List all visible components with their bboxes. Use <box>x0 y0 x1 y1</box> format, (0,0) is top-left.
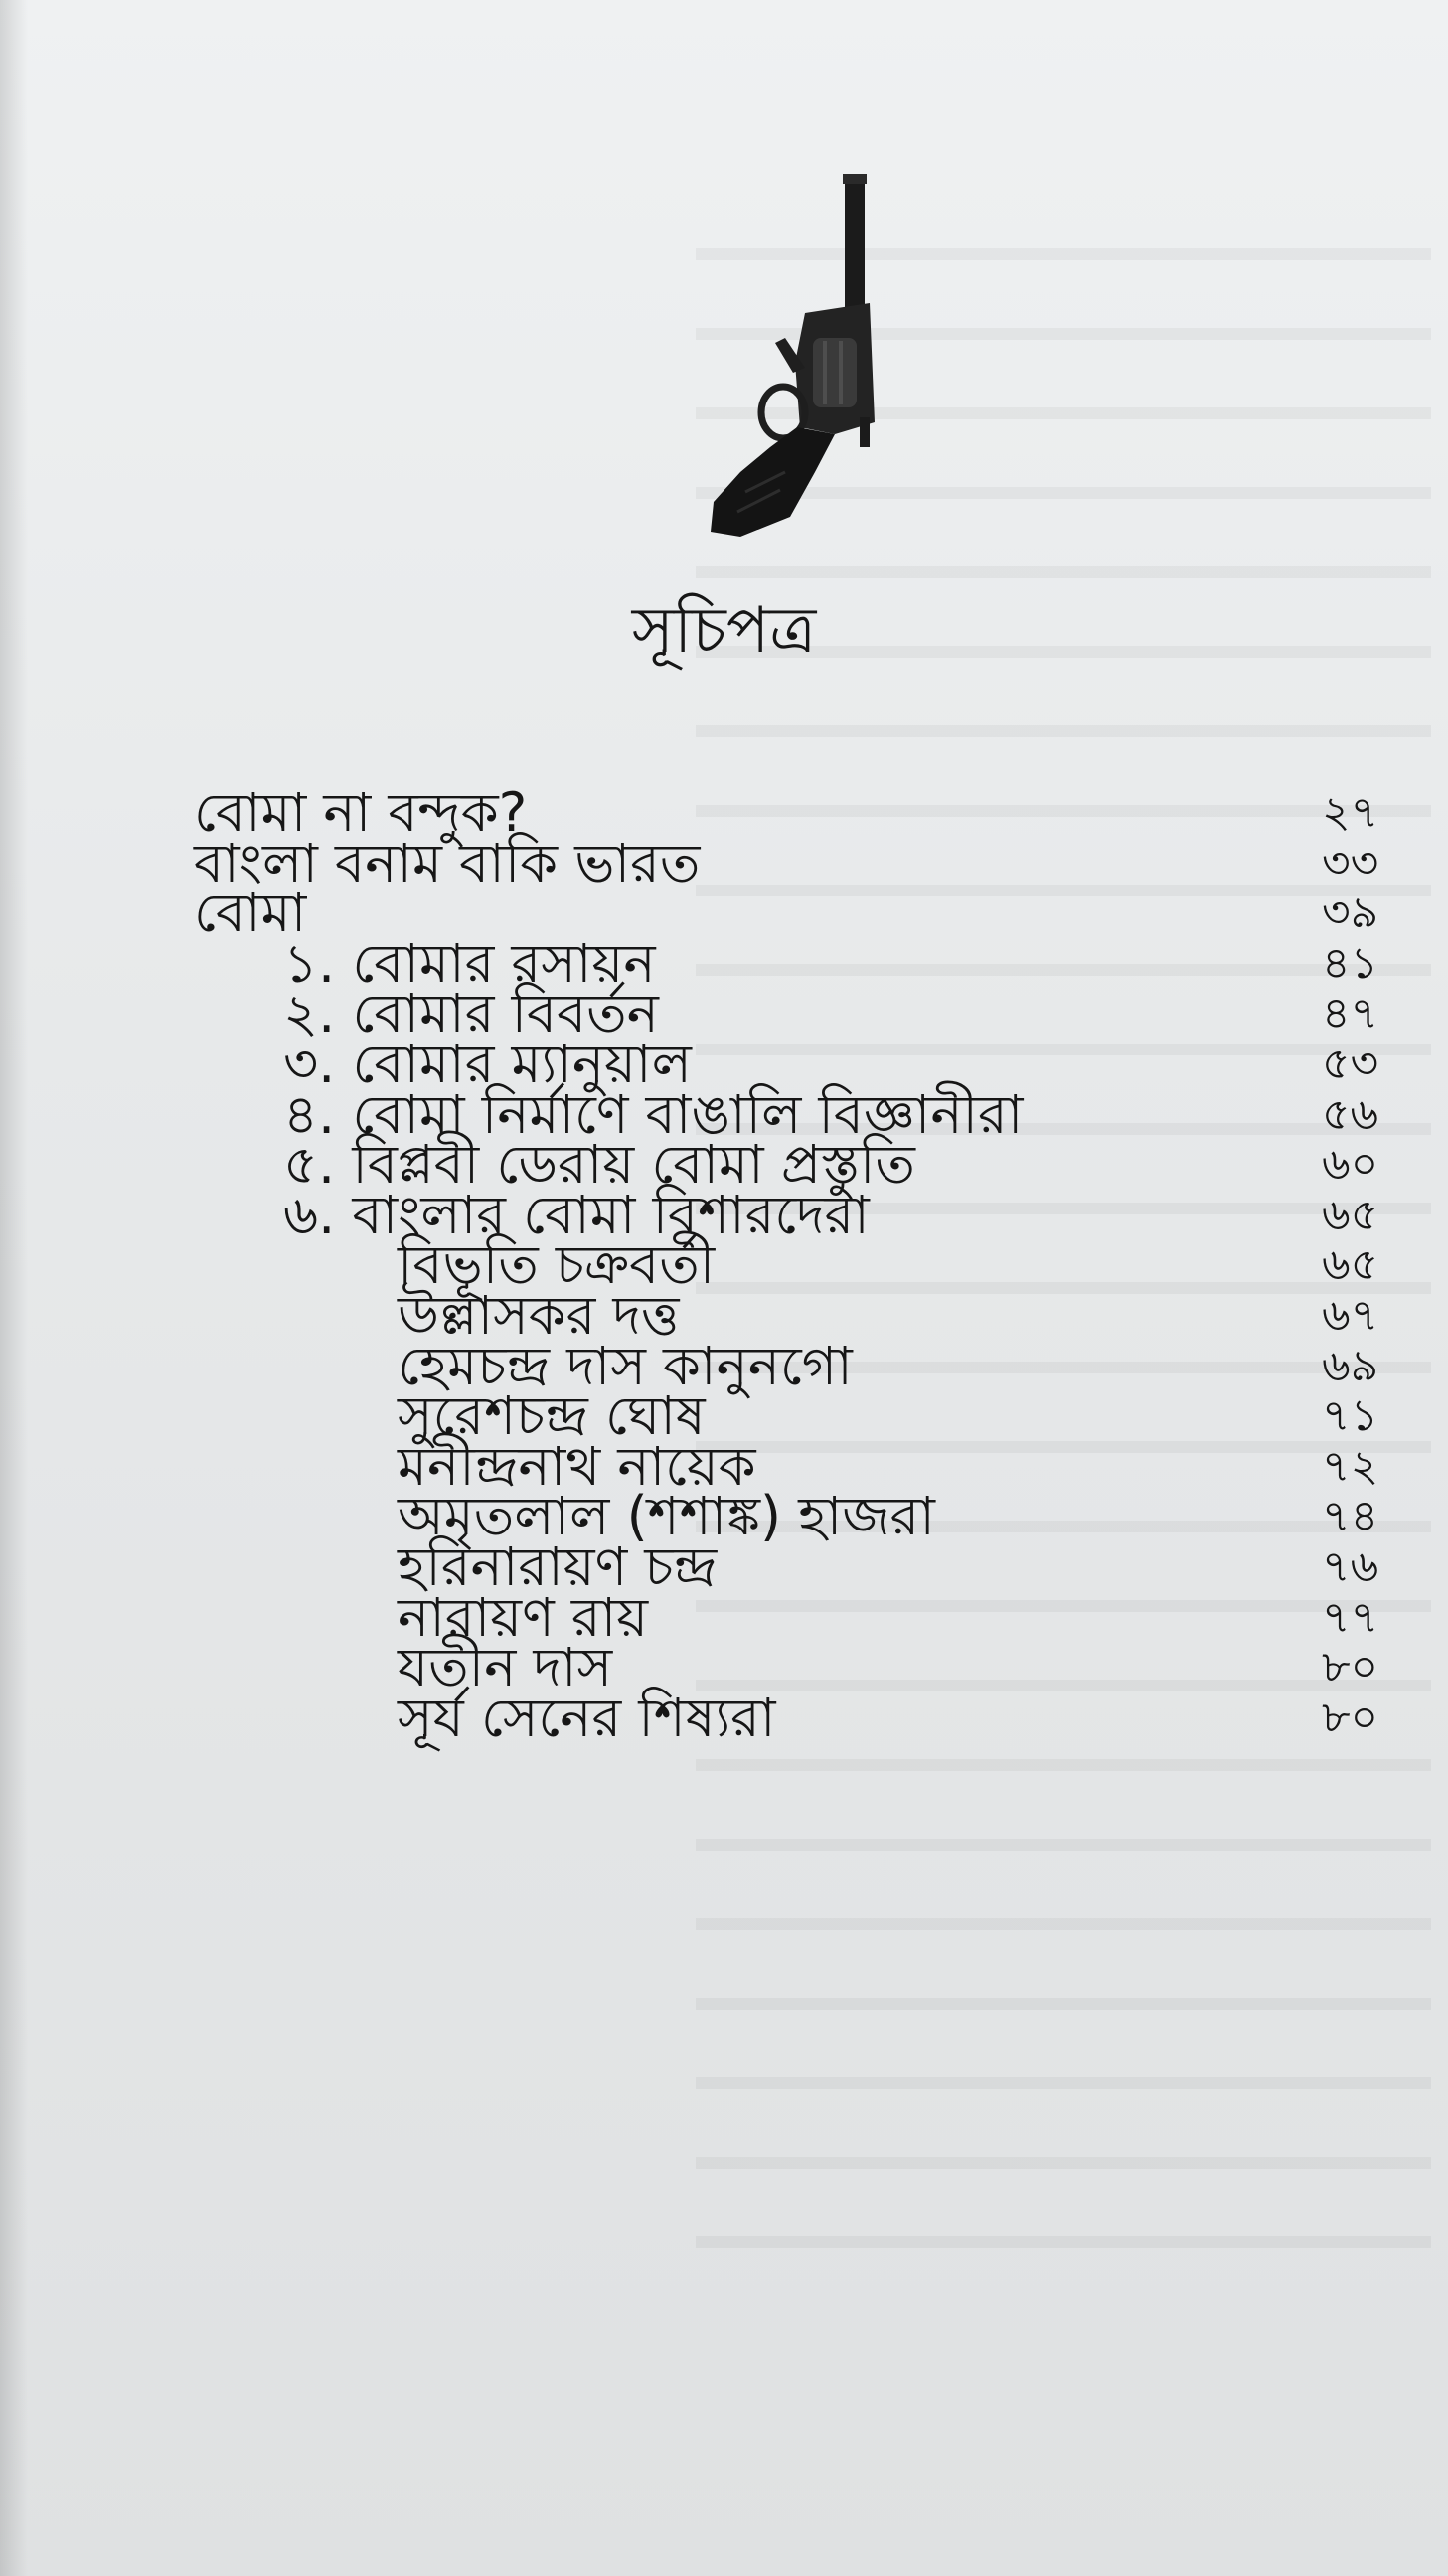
toc-entry-label: ১. বোমার রসায়ন <box>283 932 656 995</box>
toc-entry-label: উল্লাসকর দত্ত <box>398 1284 680 1347</box>
toc-entry-page-number: ৬০ <box>1322 1139 1379 1190</box>
toc-entry-page-number: ৭৪ <box>1322 1491 1379 1541</box>
toc-entry-label: যতীন দাস <box>398 1636 613 1698</box>
toc-entry-page-number: ৫৩ <box>1322 1039 1379 1089</box>
toc-entry-label: হরিনারায়ণ চন্দ্র <box>398 1535 718 1598</box>
toc-entry-label: ২. বোমার বিবর্তন <box>283 982 659 1045</box>
toc-entry <box>398 1679 1448 1758</box>
toc-entry-page-number: ৪৭ <box>1322 988 1379 1039</box>
toc-entry-label: ৪. বোমা নির্মাণে বাঙালি বিজ্ঞানীরা <box>283 1083 1024 1146</box>
toc-entry-label: হেমচন্দ্র দাস কানুনগো <box>398 1335 853 1397</box>
toc-entry-label: বিভূতি চক্রবর্তী <box>398 1233 716 1296</box>
toc-entry-page-number: ৮০ <box>1322 1642 1379 1692</box>
page-title: সূচিপত্র <box>631 594 817 668</box>
toc-entry-label: বোমা না বন্দুক? <box>194 781 528 844</box>
toc-entry-page-number: ৬৯ <box>1322 1341 1379 1391</box>
toc-entry-page-number: ৮০ <box>1322 1692 1379 1743</box>
toc-entry-page-number: ৪১ <box>1322 938 1379 989</box>
toc-entry-label: বোমা <box>194 882 307 944</box>
spine-shadow <box>0 0 28 2576</box>
revolver-icon <box>686 174 894 552</box>
toc-entry-label: ৬. বাংলার বোমা বিশারদেরা <box>283 1184 870 1246</box>
toc-entry-page-number: ৭২ <box>1322 1441 1379 1492</box>
toc-entry-label: সূর্য সেনের শিষ্যরা <box>398 1687 776 1749</box>
toc-entry-page-number: ৭১ <box>1322 1390 1379 1441</box>
toc-entry-label: অমৃতলাল (শশাঙ্ক) হাজরা <box>398 1485 935 1547</box>
toc-entry-page-number: ৭৬ <box>1322 1541 1379 1592</box>
toc-entry-page-number: ৬৫ <box>1322 1239 1379 1290</box>
toc-entry-label: মনীন্দ্রনাথ নায়েক <box>398 1435 756 1498</box>
toc-entry-page-number: ৬৫ <box>1322 1190 1379 1240</box>
toc-entry-label: সুরেশচন্দ্র ঘোষ <box>398 1384 706 1447</box>
toc-entry-label: ৫. বিপ্লবী ডেরায় বোমা প্রস্তুতি <box>283 1133 915 1196</box>
toc-entry-page-number: ৩৩ <box>1322 838 1379 888</box>
toc-entry-page-number: ৩৯ <box>1322 887 1379 938</box>
toc-entry-label: ৩. বোমার ম্যানুয়াল <box>283 1033 692 1095</box>
toc-entry-label: নারায়ণ রায় <box>398 1586 649 1649</box>
toc-entry-page-number: ২৭ <box>1322 787 1379 838</box>
toc-entry-page-number: ৬৭ <box>1322 1290 1379 1341</box>
toc-entry-page-number: ৭৭ <box>1322 1592 1379 1643</box>
toc-entry-label: বাংলা বনাম বাকি ভারত <box>194 832 701 894</box>
toc-entry-page-number: ৫৬ <box>1322 1089 1379 1140</box>
